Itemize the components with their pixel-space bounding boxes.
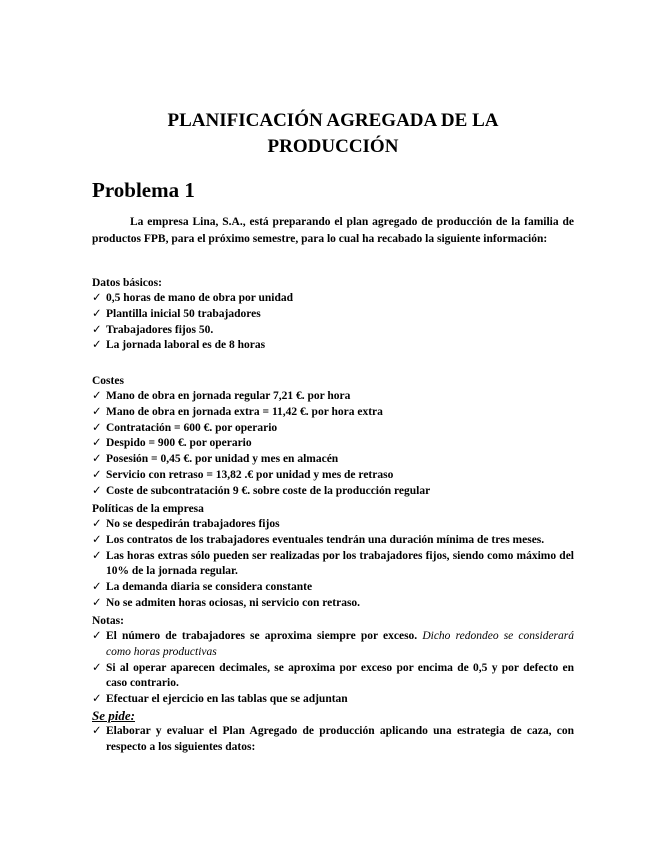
- check-icon: ✓: [92, 453, 102, 466]
- notas-label: Notas:: [92, 615, 124, 627]
- check-icon: ✓: [92, 484, 102, 497]
- check-icon: ✓: [92, 390, 102, 402]
- title-line-2: PRODUCCIÓN: [267, 136, 399, 157]
- check-icon: ✓: [92, 549, 102, 562]
- check-icon: ✓: [92, 518, 102, 530]
- check-icon: ✓: [92, 468, 102, 481]
- check-icon: ✓: [92, 533, 102, 546]
- check-icon: ✓: [92, 724, 102, 737]
- check-icon: ✓: [92, 596, 102, 609]
- check-icon: ✓: [92, 339, 102, 352]
- check-icon: ✓: [92, 421, 102, 434]
- list-item: ✓ El número de trabajadores se aproxima siempre por exceso. Dicho redondeo se considerará como horas productivas: [92, 630, 574, 658]
- politicas-label: Políticas de la empresa: [92, 503, 204, 515]
- datos-list: [92, 291, 574, 354]
- se-pide-list: [92, 724, 574, 756]
- list-item: ✓ Mano de obra en jornada regular 7,21 €. por hora: [92, 389, 574, 405]
- nota-italic-text: Dicho redondeo se considerará como horas productivas: [106, 630, 574, 658]
- check-icon: ✓: [92, 323, 102, 336]
- costes-section: [92, 374, 574, 500]
- costes-list: [92, 389, 574, 500]
- intro-paragraph: La empresa Lina, S.A., está preparando el plan agregado de producción de la familia de productos FPB, para el próximo semestre, para lo cual ha recabado la siguiente información:: [92, 216, 574, 245]
- datos-label: Datos básicos:: [92, 277, 162, 289]
- list-item: ✓ Coste de subcontratación 9 €. sobre coste de la producción regular: [92, 484, 574, 500]
- list-item: ✓ La jornada laboral es de 8 horas: [92, 338, 574, 354]
- check-icon: ✓: [92, 307, 102, 320]
- check-icon: ✓: [92, 630, 102, 642]
- politicas-list: [92, 517, 574, 612]
- check-icon: ✓: [92, 693, 102, 706]
- politicas-section: [92, 502, 574, 612]
- se-pide-label: Se pide:: [92, 707, 135, 723]
- check-icon: ✓: [92, 405, 102, 418]
- list-item: ✓ Trabajadores fijos 50.: [92, 323, 574, 339]
- list-item: ✓ Mano de obra en jornada extra = 11,42 €. por hora extra: [92, 405, 574, 421]
- check-icon: ✓: [92, 581, 102, 594]
- list-item: ✓ Los contratos de los trabajadores eventuales tendrán una duración mínima de tres meses.: [92, 533, 574, 549]
- list-item: ✓ No se despedirán trabajadores fijos: [92, 517, 574, 533]
- list-item: ✓ Efectuar el ejercicio en las tablas que se adjuntan: [92, 692, 574, 708]
- list-item: ✓ Posesión = 0,45 €. por unidad y mes en almacén: [92, 452, 574, 468]
- list-item: ✓ Las horas extras sólo pueden ser realizadas por los trabajadores fijos, siendo como máximo del 10% de la jornada regular.: [92, 549, 574, 578]
- list-item: ✓ Elaborar y evaluar el Plan Agregado de producción aplicando una estrategia de caza, con respecto a los siguientes datos:: [92, 724, 574, 753]
- check-icon: ✓: [92, 437, 102, 450]
- list-item: ✓ La demanda diaria se considera constante: [92, 580, 574, 596]
- notas-list: [92, 629, 574, 708]
- list-item: ✓ No se admiten horas ociosas, ni servicio con retraso.: [92, 596, 574, 612]
- problem-heading: Problema 1: [92, 178, 195, 202]
- check-icon: ✓: [92, 292, 102, 304]
- list-item: ✓ Plantilla inicial 50 trabajadores: [92, 307, 574, 323]
- title-line-1: PLANIFICACIÓN AGREGADA DE LA: [167, 110, 499, 131]
- document-title: [92, 108, 574, 160]
- list-item: ✓ Despido = 900 €. por operario: [92, 436, 574, 452]
- list-item: ✓ 0,5 horas de mano de obra por unidad: [92, 291, 574, 307]
- list-item: ✓ Contratación = 600 €. por operario: [92, 421, 574, 437]
- list-item: ✓ Si al operar aparecen decimales, se aproxima por exceso por encima de 0,5 y por defecto en caso contrario.: [92, 661, 574, 690]
- notas-section: [92, 614, 574, 756]
- check-icon: ✓: [92, 661, 102, 674]
- list-item: ✓ Servicio con retraso = 13,82 .€ por unidad y mes de retraso: [92, 468, 574, 484]
- datos-section: [92, 276, 574, 354]
- costes-label: Costes: [92, 375, 124, 387]
